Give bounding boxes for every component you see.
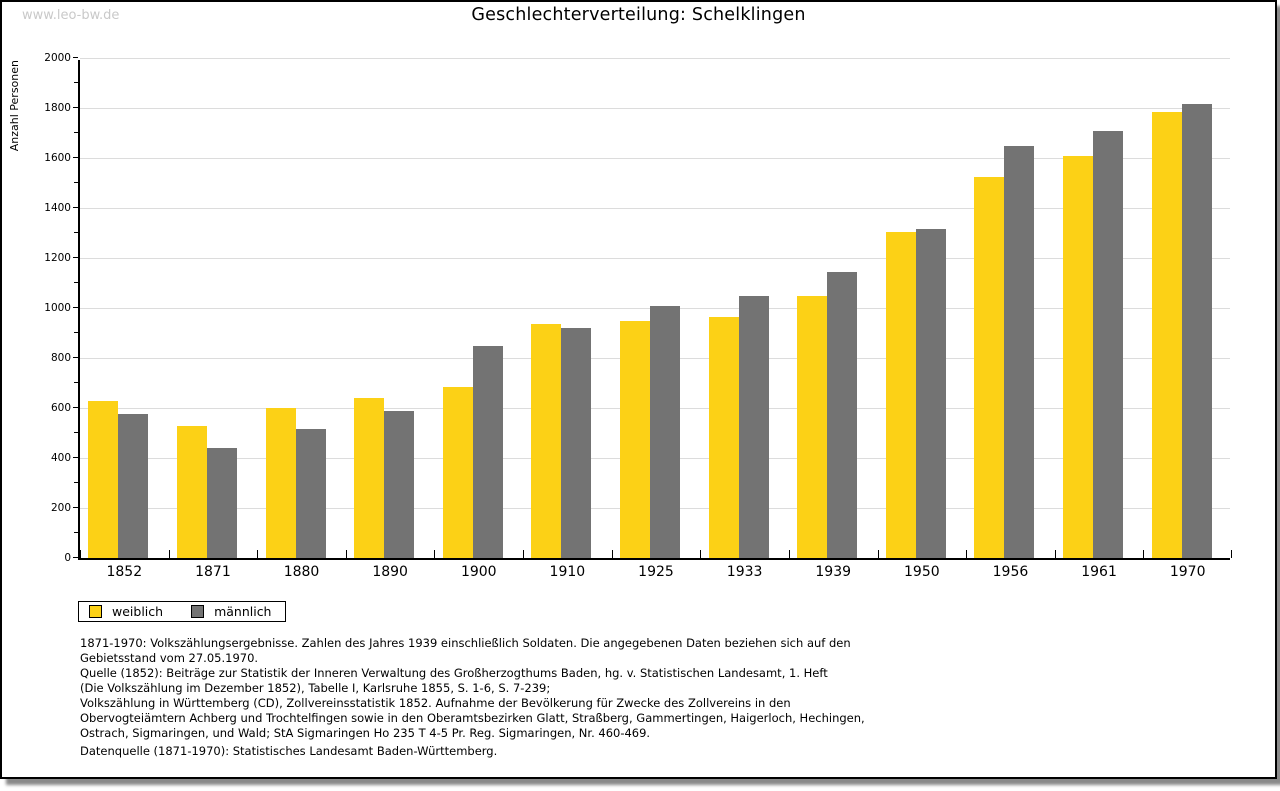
footnotes [80,636,865,741]
bar-weiblich-1852 [88,401,118,559]
bar-weiblich-1956 [974,177,1004,558]
bar-männlich-1890 [384,411,414,559]
y-tick-label-1600: 1600 [44,152,71,164]
x-tick-label-1925: 1925 [638,564,674,580]
y-tick-1000 [73,307,78,308]
x-tick-4 [434,550,435,558]
legend-swatch-weiblich [89,605,102,618]
legend-item-weiblich [89,604,163,619]
y-tick-1200 [73,257,78,258]
bar-weiblich-1871 [177,426,207,559]
bar-weiblich-1880 [266,408,296,558]
footnote-line-7: Ostrach, Sigmaringen, und Wald; StA Sigmaringen Ho 235 T 4-5 Pr. Reg. Sigmaringen, Nr. 460-469. [80,726,651,740]
footnote-line-4: (Die Volkszählung im Dezember 1852), Tabelle I, Karlsruhe 1855, S. 1-6, S. 7-239; [80,681,551,695]
bar-männlich-1956 [1004,146,1034,559]
y-minor-tick-1900 [74,82,78,83]
x-tick-label-1890: 1890 [372,564,408,580]
x-tick-10 [966,550,967,558]
gridline-1200 [80,258,1230,259]
x-tick-6 [612,550,613,558]
y-tick-label-400: 400 [50,452,71,464]
y-tick-200 [73,507,78,508]
bar-männlich-1852 [118,414,148,558]
y-tick-label-1200: 1200 [44,252,71,264]
y-minor-tick-300 [74,482,78,483]
y-tick-label-1800: 1800 [44,102,71,114]
y-tick-600 [73,407,78,408]
watermark: www.leo-bw.de [22,8,120,23]
bar-weiblich-1950 [886,232,916,558]
y-tick-label-800: 800 [50,352,71,364]
y-tick-1400 [73,207,78,208]
x-tick-label-1910: 1910 [549,564,586,580]
y-tick-label-0: 0 [64,552,71,564]
x-tick-label-1933: 1933 [726,564,763,580]
bar-weiblich-1925 [620,321,650,559]
bar-männlich-1900 [473,346,503,559]
y-tick-0 [73,557,78,558]
y-tick-1600 [73,157,78,158]
x-tick-label-1939: 1939 [815,564,852,580]
footnote-line-3: Quelle (1852): Beiträge zur Statistik der Inneren Verwaltung des Großherzogthums Baden, hg. v. Statistischen Landesamt, 1. Heft [80,666,828,680]
legend-swatch-maennlich [191,605,204,618]
footnote-line-5: Volkszählung in Württemberg (CD), Zollvereinsstatistik 1852. Aufnahme der Bevölkerung für Zwecke des Zollvereins in den [80,696,791,710]
bar-männlich-1950 [916,229,946,558]
gridline-2000 [80,58,1230,59]
x-tick-9 [878,550,879,558]
bar-männlich-1910 [561,328,591,558]
footnote-line-1: 1871-1970: Volkszählungsergebnisse. Zahlen des Jahres 1939 einschließlich Soldaten. Die angegebenen Daten beziehen sich auf den [80,636,851,650]
x-tick-label-1880: 1880 [283,564,320,580]
bar-männlich-1970 [1182,104,1212,558]
x-tick-0 [80,550,81,558]
x-tick-label-1852: 1852 [106,564,143,580]
gridline-1400 [80,208,1230,209]
x-tick-3 [346,550,347,558]
x-tick-label-1900: 1900 [460,564,497,580]
x-tick-label-1956: 1956 [992,564,1029,580]
x-tick-2 [257,550,258,558]
y-minor-tick-1100 [74,282,78,283]
footnote-line-2: Gebietsstand vom 27.05.1970. [80,651,259,665]
y-minor-tick-100 [74,532,78,533]
chart-title: Geschlechterverteilung: Schelklingen [471,5,806,25]
legend-label-maennlich: männlich [214,604,272,619]
x-tick-label-1871: 1871 [195,564,231,580]
legend-label-weiblich: weiblich [112,604,164,619]
legend-item-maennlich [191,604,271,619]
x-tick-label-1970: 1970 [1169,564,1206,580]
plot-area [44,52,1230,580]
footnote-line-6: Obervogteiämtern Achberg und Trochtelfingen sowie in den Oberamtsbezirken Glatt, Straßberg, Gammertingen, Haigerloch, Hechingen, [80,711,865,725]
bar-weiblich-1933 [709,317,739,558]
y-minor-tick-500 [74,432,78,433]
bar-männlich-1925 [650,306,680,559]
y-tick-label-600: 600 [50,402,71,414]
bar-weiblich-1961 [1063,156,1093,559]
gridline-1800 [80,108,1230,109]
x-tick-label-1950: 1950 [904,564,940,580]
bar-männlich-1961 [1093,131,1123,559]
y-tick-2000 [73,57,78,58]
x-tick-7 [700,550,701,558]
datasource-note: Datenquelle (1871-1970): Statistisches Landesamt Baden-Württemberg. [80,744,498,758]
y-tick-1800 [73,107,78,108]
bar-männlich-1871 [207,448,237,558]
y-minor-tick-700 [74,382,78,383]
bar-weiblich-1910 [531,324,561,558]
bar-weiblich-1890 [354,398,384,558]
y-tick-800 [73,357,78,358]
y-minor-tick-1500 [74,182,78,183]
y-tick-label-200: 200 [50,502,71,514]
bar-männlich-1880 [296,429,326,558]
y-minor-tick-1300 [74,232,78,233]
x-tick-1 [169,550,170,558]
x-tick-11 [1055,550,1056,558]
bar-männlich-1933 [739,296,769,559]
x-tick-8 [789,550,790,558]
x-tick-13 [1231,550,1232,558]
x-tick-5 [523,550,524,558]
x-tick-label-1961: 1961 [1081,564,1117,580]
x-tick-12 [1143,550,1144,558]
y-tick-400 [73,457,78,458]
y-tick-label-2000: 2000 [44,52,71,64]
y-axis-title: Anzahl Personen [8,60,21,152]
bar-weiblich-1900 [443,387,473,558]
bar-weiblich-1939 [797,296,827,559]
bar-weiblich-1970 [1152,112,1182,558]
gridline-1600 [80,158,1230,159]
bar-männlich-1939 [827,272,857,558]
y-tick-label-1400: 1400 [44,202,71,214]
legend [78,601,286,622]
y-minor-tick-900 [74,332,78,333]
y-tick-label-1000: 1000 [44,302,71,314]
y-minor-tick-1700 [74,132,78,133]
